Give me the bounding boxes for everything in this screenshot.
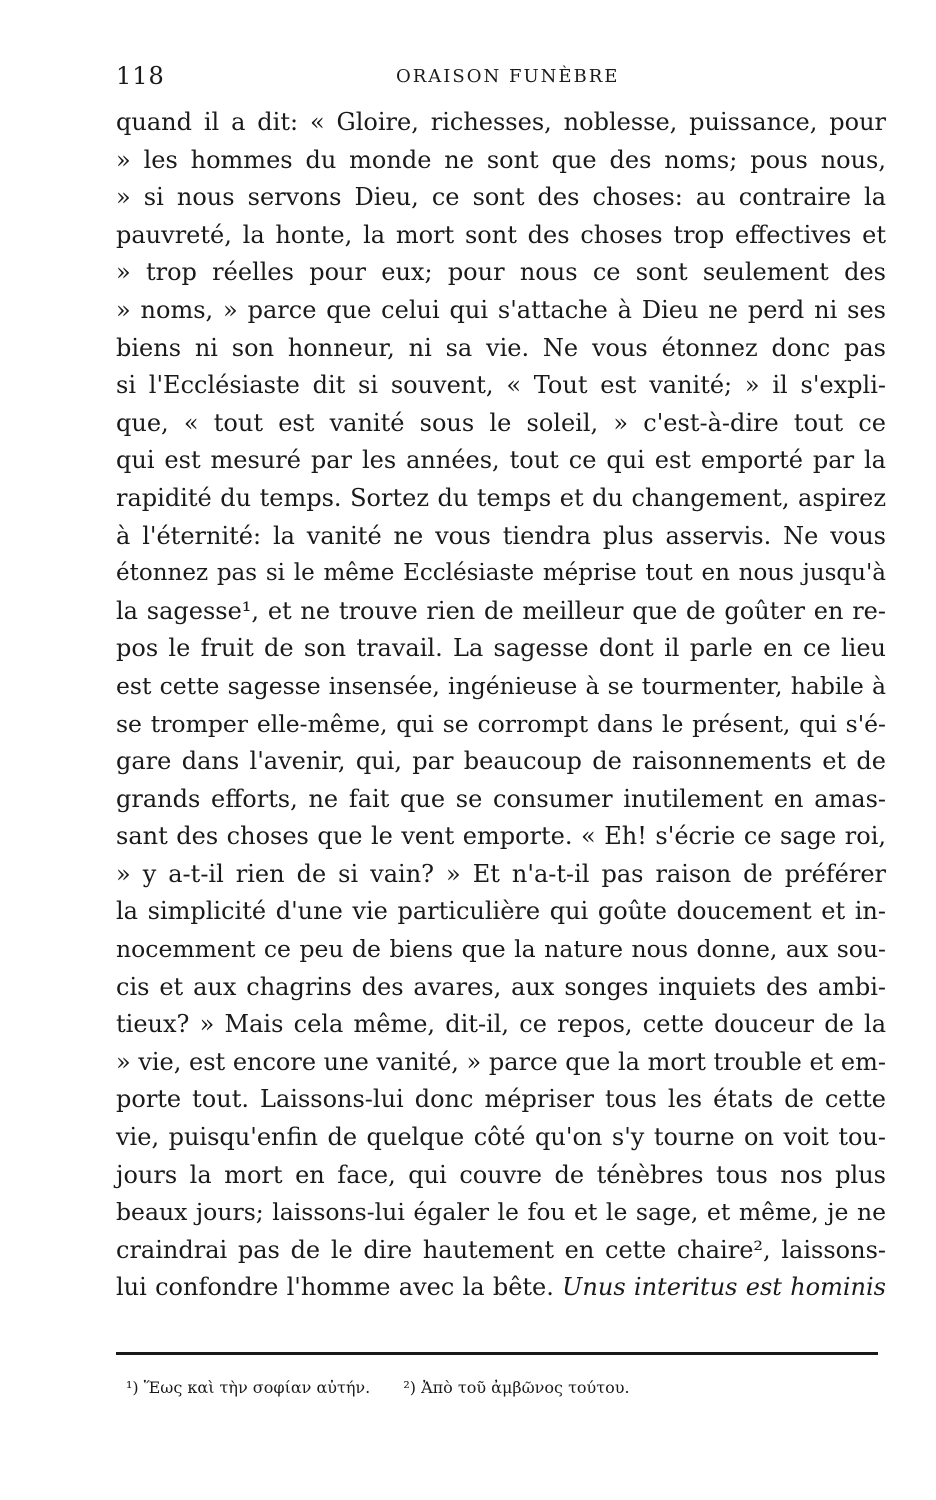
text-line: craindrai pas de le dire hautement en cette chaire², laissons- [116, 1235, 886, 1264]
text-line: est cette sagesse insensée, ingénieuse à se tourmenter, habile à [116, 671, 886, 700]
text-line: jours la mort en face, qui couvre de ténèbres tous nos plus [116, 1160, 886, 1189]
text-line: pos le fruit de son travail. La sagesse dont il parle en ce lieu [116, 634, 886, 663]
text-line: » trop réelles pour eux; pour nous ce sont seulement des [116, 258, 886, 287]
footnote-rule [116, 1352, 878, 1355]
text-line: cis et aux chagrins des avares, aux songes inquiets des ambi- [116, 972, 886, 1001]
text-line: si l'Ecclésiaste dit si souvent, « Tout est vanité; » il s'expli- [116, 371, 886, 400]
text-line: beaux jours; laissons-lui égaler le fou et le sage, et même, je ne [116, 1198, 886, 1227]
body-text [116, 104, 886, 1307]
footnote-2: ²) Ἀπὸ τοῦ ἀμβῶνος τούτου. [403, 1378, 630, 1397]
text-line: » vie, est encore une vanité, » parce que la mort trouble et em- [116, 1047, 886, 1076]
page-number: 118 [116, 62, 165, 90]
text-line: lui confondre l'homme avec la bête. Unus interitus est hominis [116, 1273, 887, 1302]
text-line: vie, puisqu'enfin de quelque côté qu'on s'y tourne on voit tou- [116, 1123, 886, 1152]
text-line: » les hommes du monde ne sont que des noms; pous nous, [116, 145, 886, 174]
text-line: sant des choses que le vent emporte. « Eh! s'écrie ce sage roi, [116, 822, 886, 851]
text-line: gare dans l'avenir, qui, par beaucoup de raisonnements et de [116, 747, 886, 776]
text-line: tieux? » Mais cela même, dit-il, ce repos, cette douceur de la [116, 1010, 886, 1039]
text-line: nocemment ce peu de biens que la nature nous donne, aux sou- [116, 935, 886, 964]
text-line: la simplicité d'une vie particulière qui goûte doucement et in- [116, 897, 886, 926]
text-line: » noms, » parce que celui qui s'attache à Dieu ne perd ni ses [116, 295, 886, 324]
text-line: grands efforts, ne fait que se consumer inutilement en amas- [116, 784, 886, 813]
text-line: rapidité du temps. Sortez du temps et du changement, aspirez [116, 483, 886, 512]
text-line: pauvreté, la honte, la mort sont des choses trop effectives et [116, 220, 886, 249]
text-line: quand il a dit: « Gloire, richesses, noblesse, puissance, pour [116, 108, 886, 136]
text-line: étonnez pas si le même Ecclésiaste méprise tout en nous jusqu'à [116, 560, 886, 587]
text-line: se tromper elle-même, qui se corrompt dans le présent, qui s'é- [116, 709, 886, 738]
latin-quotation: Unus interitus est hominis [562, 1273, 887, 1302]
text-line: qui est mesuré par les années, tout ce qui est emporté par la [116, 446, 886, 475]
running-title: ORAISON FUNÈBRE [396, 66, 620, 87]
text-line: que, « tout est vanité sous le soleil, » c'est-à-dire tout ce [116, 408, 886, 437]
footnotes [126, 1378, 886, 1397]
text-line: porte tout. Laissons-lui donc mépriser tous les états de cette [116, 1085, 886, 1114]
text-line: » y a-t-il rien de si vain? » Et n'a-t-il pas raison de préférer [116, 859, 886, 888]
footnote-1: ¹) Ἕως καὶ τὴν σοφίαν αὐτήν. [126, 1378, 371, 1397]
text-line: la sagesse¹, et ne trouve rien de meilleur que de goûter en re- [116, 596, 886, 625]
text-line: à l'éternité: la vanité ne vous tiendra plus asservis. Ne vous [116, 521, 886, 550]
running-head [116, 62, 886, 96]
text-line: biens ni son honneur, ni sa vie. Ne vous étonnez donc pas [116, 333, 886, 362]
text-line: » si nous servons Dieu, ce sont des choses: au contraire la [116, 183, 886, 212]
